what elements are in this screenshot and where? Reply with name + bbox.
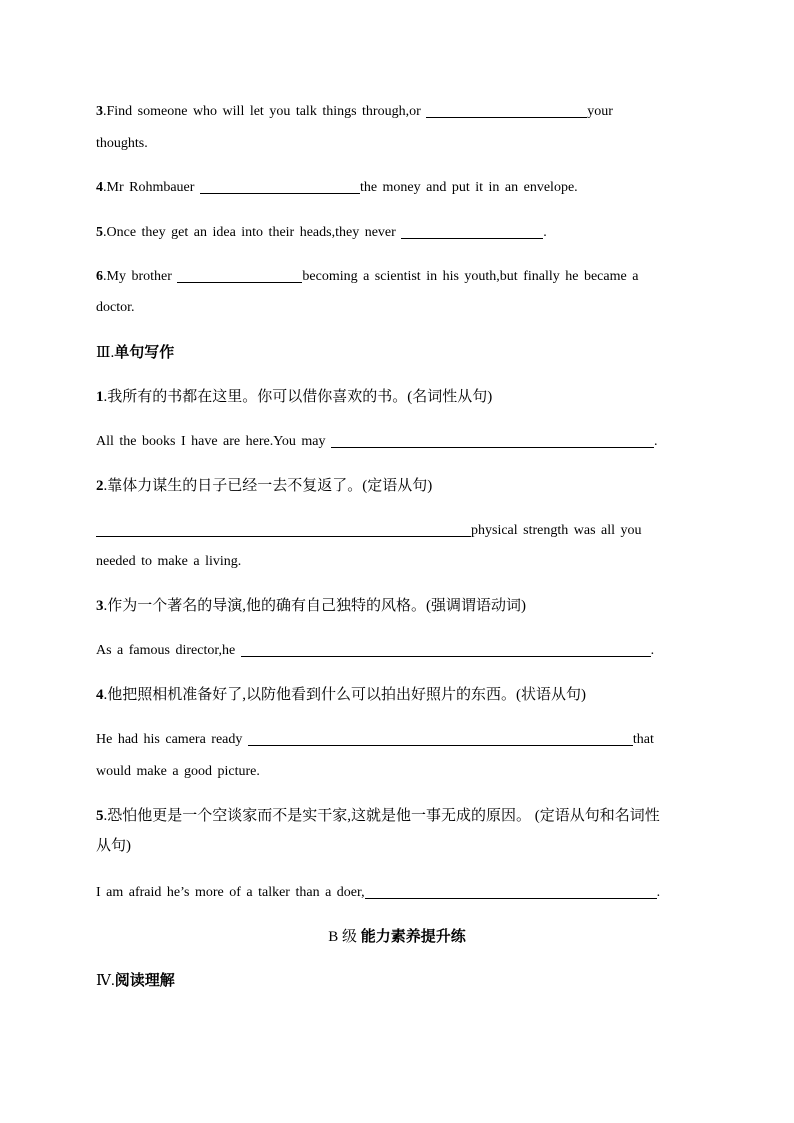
question-prompt: .作为一个著名的导演,他的确有自己独特的风格。(强调谓语动词) [103, 598, 526, 614]
question-prompt: .我所有的书都在这里。你可以借你喜欢的书。(名词性从句) [103, 389, 493, 405]
sentence-writing-q5-prompt-continuation [96, 836, 131, 856]
answer-text-before: All the books I have are here.You may [96, 434, 332, 449]
level-b-heading [0, 927, 794, 947]
level-prefix: B 级 [328, 929, 361, 945]
answer-text-after: that [632, 732, 654, 747]
item-number: 5 [96, 225, 103, 240]
sentence-writing-q4-continuation [96, 762, 260, 782]
item-text-after: your [587, 104, 613, 119]
item-number: 6 [96, 269, 103, 284]
answer-text-after: . [650, 643, 655, 658]
answer-text-after: . [656, 885, 661, 900]
item-text-after: becoming a scientist in his youth,but finally he became a [302, 269, 639, 284]
answer-text-before: As a famous director,he [96, 643, 241, 658]
sentence-writing-q3-prompt [96, 596, 526, 616]
sentence-writing-q2-prompt [96, 476, 432, 496]
item-text-continuation: thoughts. [96, 136, 148, 151]
answer-blank [426, 103, 587, 118]
fill-in-item-6 [96, 267, 638, 287]
sentence-writing-q1-prompt [96, 387, 492, 407]
item-text-after: the money and put it in an envelope. [359, 180, 578, 195]
fill-in-item-3-continuation [96, 134, 148, 154]
answer-blank [365, 884, 657, 899]
section-numeral: Ⅳ. [96, 973, 115, 989]
answer-blank [248, 731, 633, 746]
sentence-writing-q2-answer [96, 521, 642, 541]
question-prompt: .他把照相机准备好了,以防他看到什么可以拍出好照片的东西。(状语从句) [103, 687, 586, 703]
section-title: 单句写作 [114, 345, 175, 361]
item-text-before: .Mr Rohmbauer [103, 180, 200, 195]
section-iv-heading [96, 971, 175, 991]
fill-in-item-3 [96, 102, 613, 122]
question-number: 4 [96, 687, 104, 703]
sentence-writing-q2-continuation [96, 552, 241, 572]
item-text-before: .Once they get an idea into their heads,they never [103, 225, 402, 240]
section-iii-heading [96, 343, 174, 363]
answer-text-before: He had his camera ready [96, 732, 248, 747]
answer-blank [331, 433, 654, 448]
answer-blank [177, 268, 302, 283]
item-number: 4 [96, 180, 103, 195]
fill-in-item-6-continuation [96, 298, 135, 318]
fill-in-item-5 [96, 223, 547, 243]
sentence-writing-q5-answer [96, 883, 660, 903]
answer-text-before: I am afraid he’s more of a talker than a doer, [96, 885, 365, 900]
fill-in-item-4 [96, 178, 578, 198]
item-text-before: .Find someone who will let you talk things through,or [103, 104, 427, 119]
question-prompt-continuation: 从句) [96, 838, 131, 854]
sentence-writing-q4-prompt [96, 685, 586, 705]
question-prompt: .恐怕他更是一个空谈家而不是实干家,这就是他一事无成的原因。 (定语从句和名词性 [103, 808, 660, 824]
answer-text-continuation: would make a good picture. [96, 764, 260, 779]
section-title: 阅读理解 [114, 973, 175, 989]
item-text-before: .My brother [103, 269, 178, 284]
sentence-writing-q4-answer [96, 730, 654, 750]
answer-blank [401, 224, 543, 239]
answer-text-continuation: needed to make a living. [96, 554, 242, 569]
question-prompt: .靠体力谋生的日子已经一去不复返了。(定语从句) [103, 478, 433, 494]
question-number: 5 [96, 808, 104, 824]
answer-text-after: . [654, 434, 658, 449]
answer-blank [200, 179, 360, 194]
item-number: 3 [96, 104, 103, 119]
item-text-after: . [543, 225, 547, 240]
sentence-writing-q1-answer [96, 432, 658, 452]
answer-blank [241, 642, 651, 657]
answer-blank [96, 522, 471, 537]
answer-text-after: physical strength was all you [471, 523, 642, 538]
question-number: 2 [96, 478, 104, 494]
section-numeral: Ⅲ. [96, 345, 115, 361]
sentence-writing-q5-prompt [96, 806, 660, 826]
question-number: 3 [96, 598, 104, 614]
item-text-continuation: doctor. [96, 300, 135, 315]
question-number: 1 [96, 389, 104, 405]
level-title: 能力素养提升练 [360, 929, 466, 945]
sentence-writing-q3-answer [96, 641, 654, 661]
